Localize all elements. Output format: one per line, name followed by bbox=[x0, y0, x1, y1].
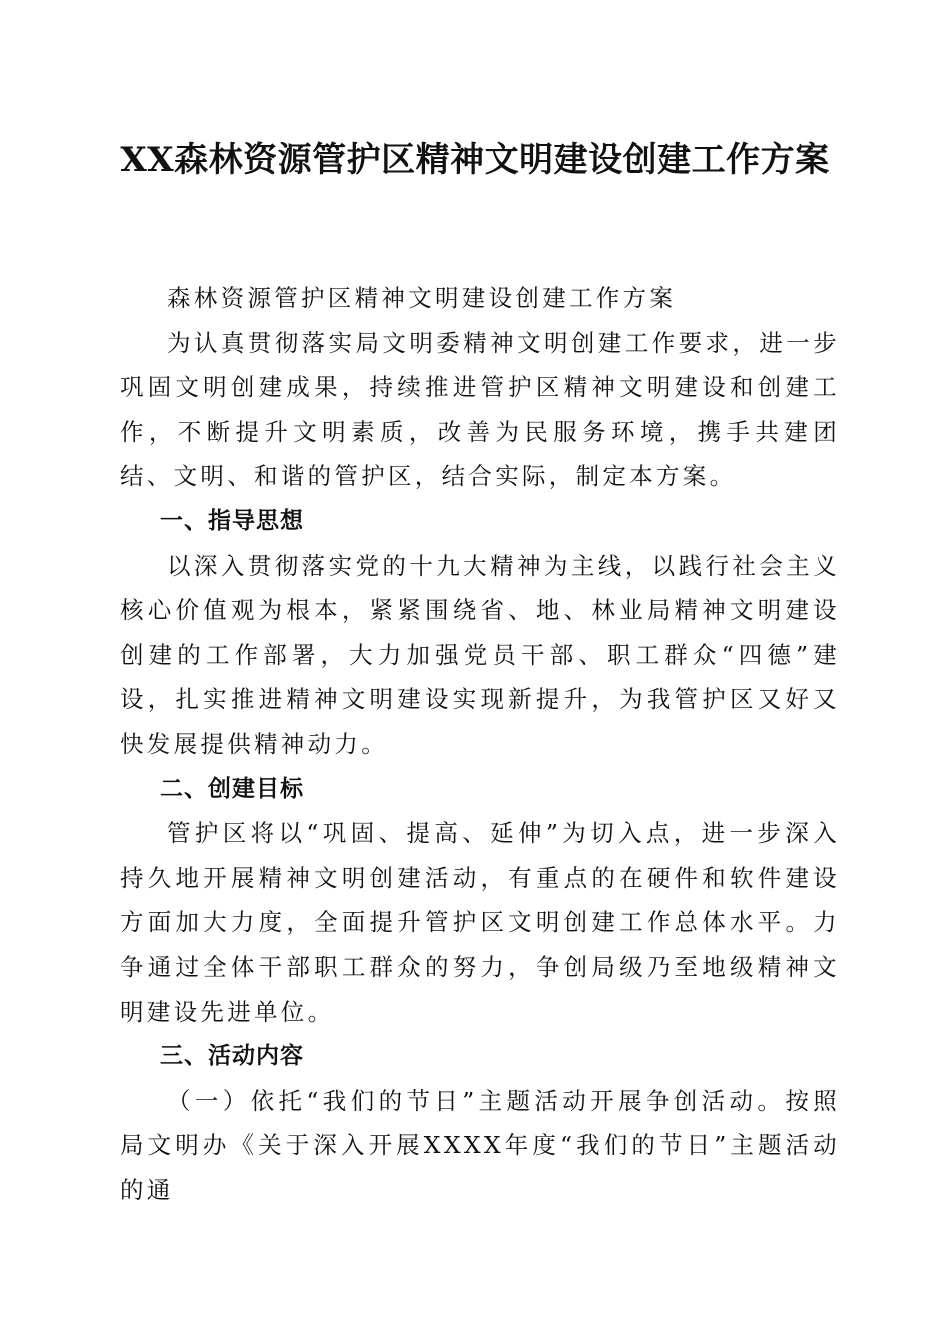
section-heading-guiding-ideology: 一、指导思想 bbox=[160, 507, 304, 534]
section-paragraph-goals: 管护区将以“巩固、提高、延伸”为切入点，进一步深入持久地开展精神文明创建活动，有重点的在硬件和软件建设方面加大力度，全面提升管护区文明创建工作总体水平。力争通过全体干部职工群众的努力，争创局级乃至地级精神文明建设先进单位。 bbox=[120, 819, 840, 1026]
document-subtitle: 森林资源管护区精神文明建设创建工作方案 bbox=[167, 284, 677, 312]
section-heading-activities: 三、活动内容 bbox=[160, 1043, 304, 1070]
section-heading-goals: 二、创建目标 bbox=[160, 775, 304, 802]
document-body bbox=[120, 276, 840, 1212]
intro-paragraph: 为认真贯彻落实局文明委精神文明创建工作要求，进一步巩固文明创建成果，持续推进管护区精神文明建设和创建工作，不断提升文明素质，改善为民服务环境，携手共建团结、文明、和谐的管护区，结合实际，制定本方案。 bbox=[120, 328, 840, 491]
section-paragraph-activities: （一）依托“我们的节日”主题活动开展争创活动。按照局文明办《关于深入开展XXXX年度“我们的节日”主题活动的通 bbox=[120, 1086, 840, 1204]
document-title: XX森林资源管护区精神文明建设创建工作方案 bbox=[120, 140, 830, 180]
section-paragraph-guiding-ideology: 以深入贯彻落实党的十九大精神为主线，以践行社会主义核心价值观为根本，紧紧围绕省、地、林业局精神文明建设创建的工作部署，大力加强党员干部、职工群众“四德”建设，扎实推进精神文明建设实现新提升，为我管护区又好又快发展提供精神动力。 bbox=[120, 551, 840, 758]
